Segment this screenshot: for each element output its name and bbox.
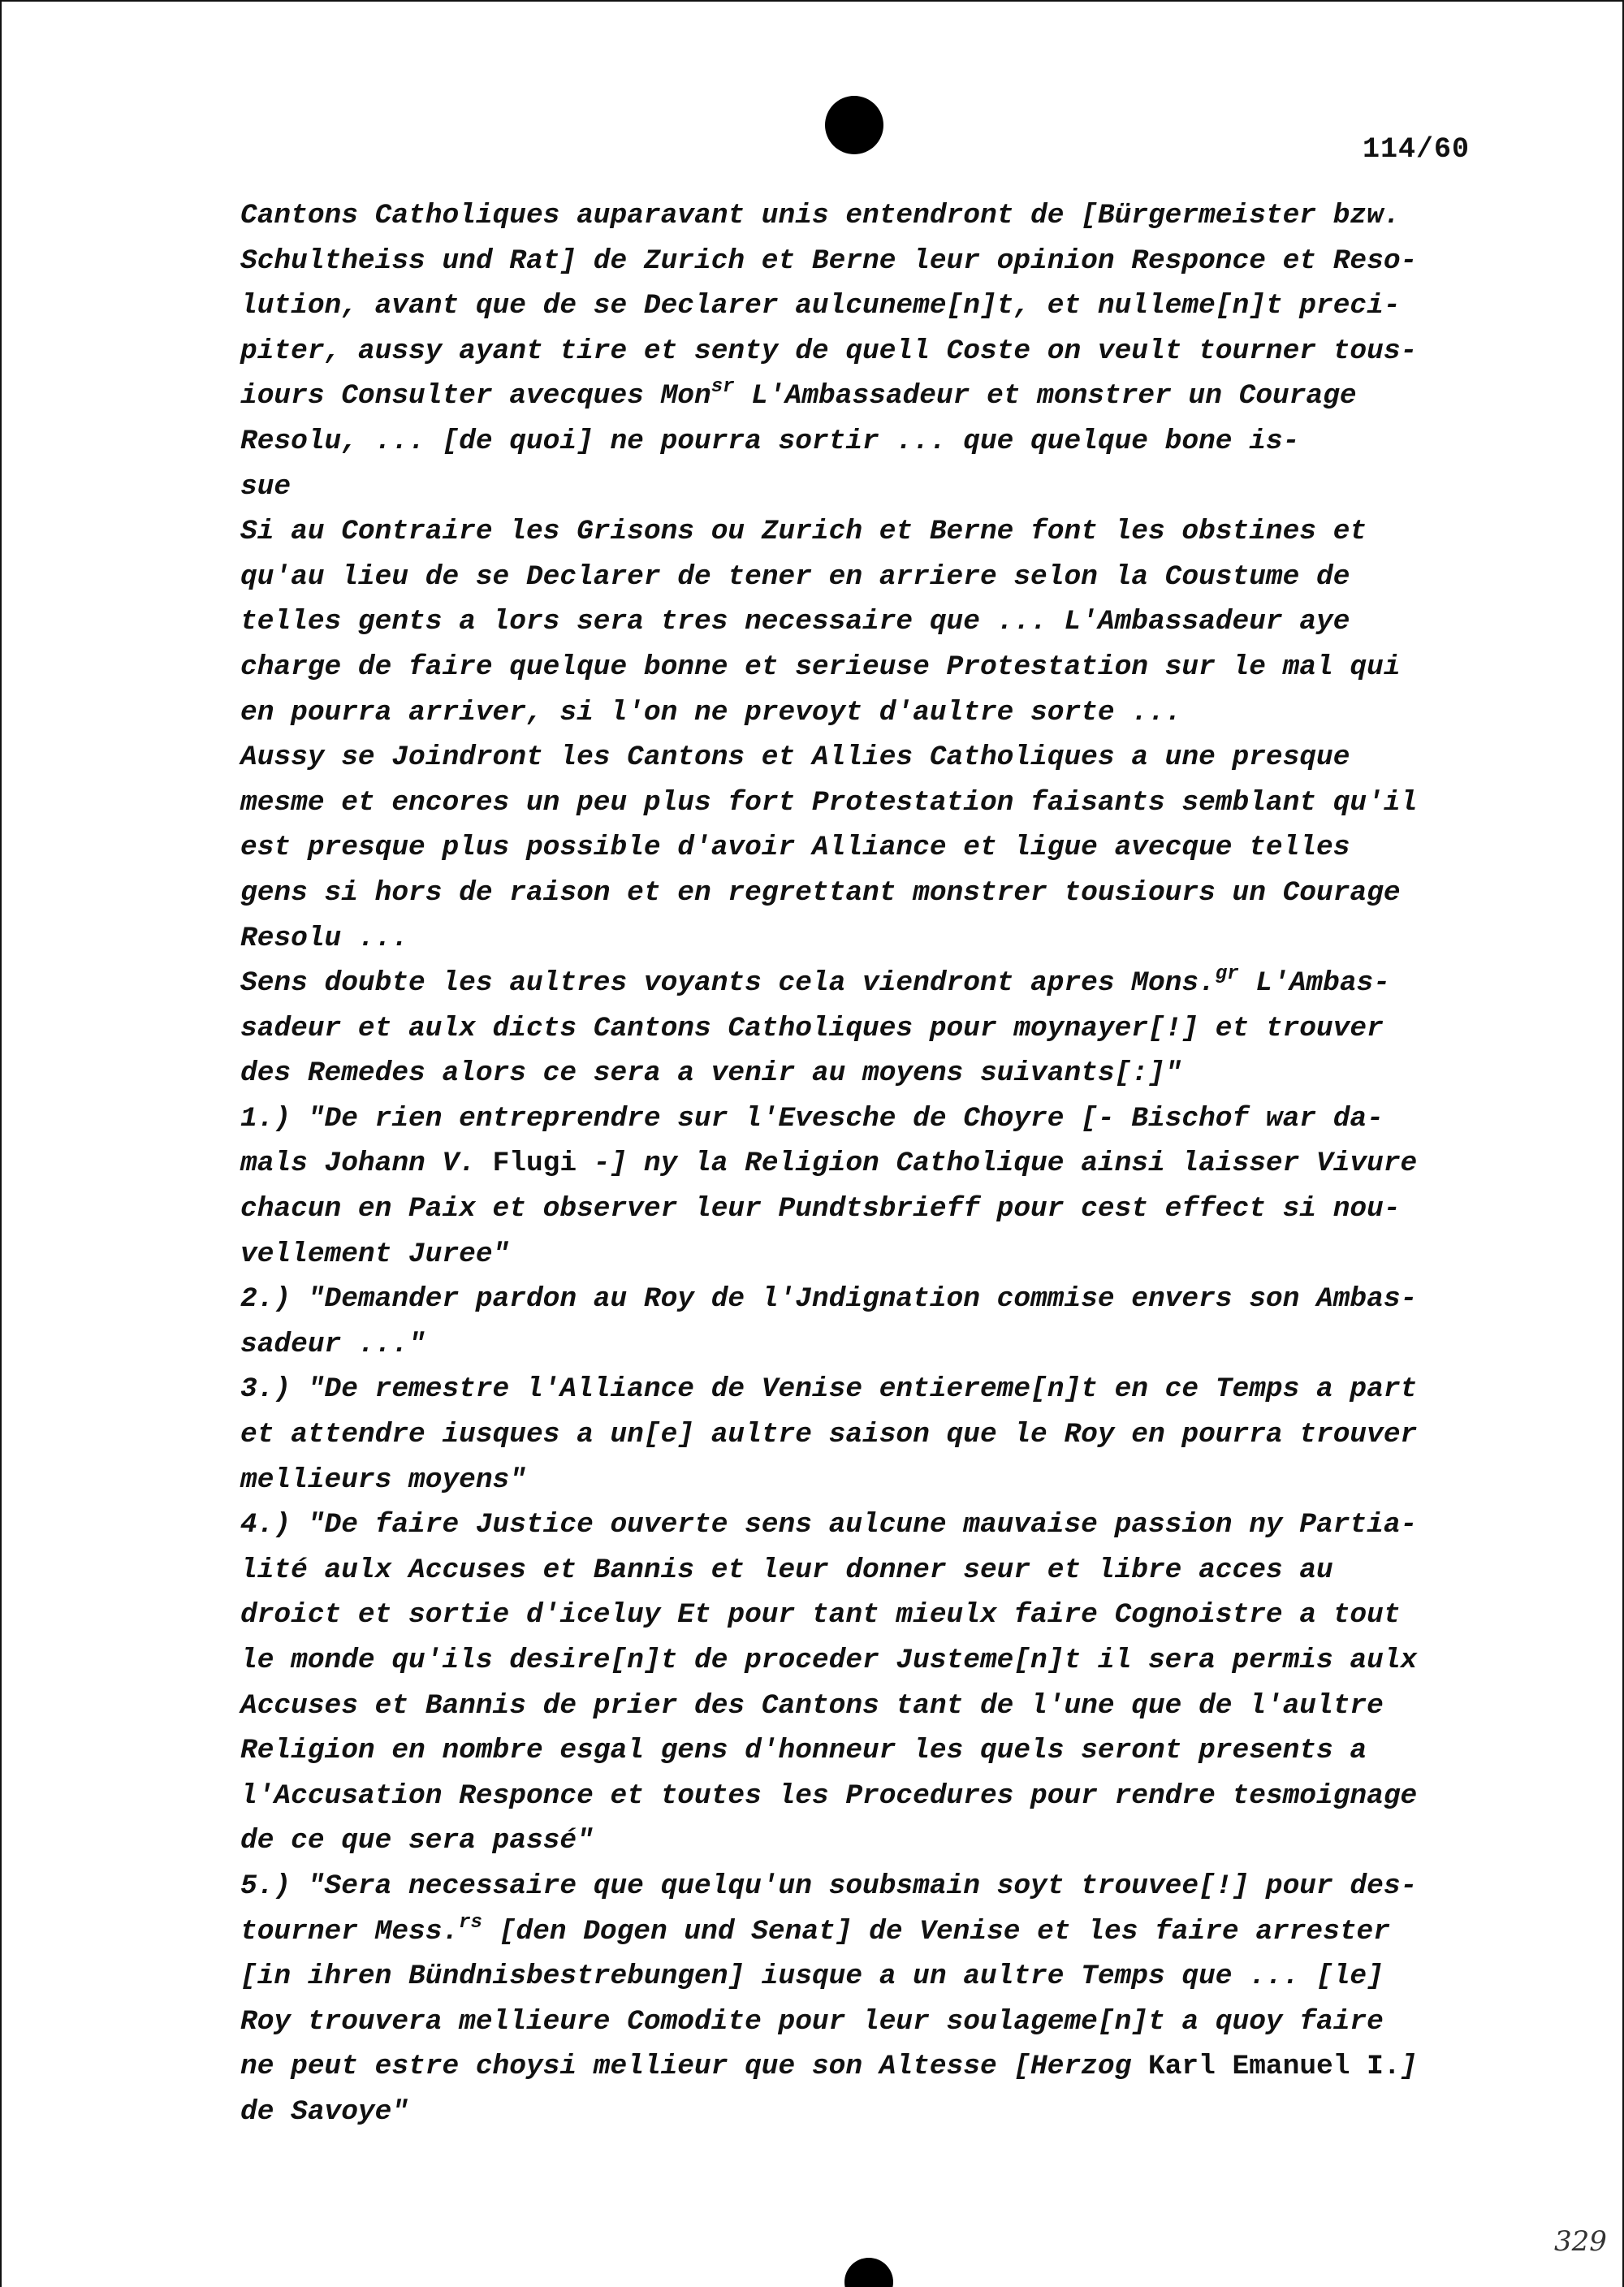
text-segment: Resolu ... <box>240 922 409 954</box>
text-line <box>240 599 1491 645</box>
text-segment: sadeur et aulx dicts Cantons Catholiques pour moynayer[!] et trouver <box>240 1012 1384 1044</box>
text-segment: 5.) "Sera necessaire que quelqu'un soubsmain soyt trouvee[!] pour des- <box>240 1870 1418 1902</box>
text-segment: mesme et encores un peu plus fort Protestation faisants semblant qu'il <box>240 786 1418 819</box>
text-line <box>240 1006 1491 1052</box>
text-segment: gens si hors de raison et en regrettant monstrer tousiours un Courage <box>240 876 1401 909</box>
text-line <box>240 2044 1491 2090</box>
text-segment: de ce que sera passé" <box>240 1825 594 1857</box>
text-segment: vellement Juree" <box>240 1238 510 1270</box>
text-line <box>240 555 1491 600</box>
text-segment: sue <box>240 470 292 503</box>
text-line <box>240 1277 1491 1322</box>
text-segment: 2.) "Demander pardon au Roy de l'Jndignation commise envers son Ambas- <box>240 1283 1418 1316</box>
text-line <box>240 1818 1491 1864</box>
text-segment: mellieurs moyens" <box>240 1463 526 1496</box>
text-segment: -] ny la Religion Catholique ainsi laisser Vivure <box>577 1148 1418 1180</box>
text-segment: Sens doubte les aultres voyants cela viendront apres Mons. <box>240 967 1216 1000</box>
text-segment: Roy trouvera mellieure Comodite pour leur soulageme[n]t a quoy faire <box>240 2005 1384 2038</box>
text-segment: [in ihren Bündnisbestrebungen] iusque a un aultre Temps que ... [le] <box>240 1961 1384 1993</box>
text-segment: iours Consulter avecques Mon <box>240 380 711 413</box>
text-segment: 4.) "De faire Justice ouverte sens aulcune mauvaise passion ny Partia- <box>240 1509 1418 1541</box>
text-line <box>240 509 1491 555</box>
superscript-abbreviation: gr <box>1215 963 1239 986</box>
text-segment: ] <box>1400 2051 1418 2083</box>
punch-hole-top <box>825 96 883 154</box>
text-segment: mals Johann V. <box>240 1148 493 1180</box>
text-line <box>240 735 1491 780</box>
text-segment: de Savoye" <box>240 2095 409 2128</box>
text-segment: charge de faire quelque bonne et serieuse Protestation sur le mal qui <box>240 651 1401 683</box>
text-segment: ne peut estre choysi mellieur que son Altesse [Herzog <box>240 2051 1148 2083</box>
text-line <box>240 916 1491 962</box>
text-line <box>240 1548 1491 1593</box>
text-segment: L'Ambassadeur et monstrer un Courage <box>734 380 1357 413</box>
punch-hole-bottom <box>844 2258 893 2287</box>
text-line <box>240 1141 1491 1187</box>
document-body <box>240 193 1491 2135</box>
text-line <box>240 193 1491 239</box>
text-segment: Cantons Catholiques auparavant unis entendront de [Bürgermeister bzw. <box>240 200 1401 231</box>
text-line <box>240 1638 1491 1684</box>
text-segment: qu'au lieu de se Declarer de tener en arriere selon la Coustume de <box>240 560 1350 593</box>
page-number: 114/60 <box>1363 133 1471 166</box>
text-segment: et attendre iusques a un[e] aultre saison que le Roy en pourra trouver <box>240 1419 1418 1451</box>
text-line <box>240 1187 1491 1232</box>
text-segment: Resolu, ... [de quoi] ne pourra sortir ... que quelque bone is- <box>240 425 1300 457</box>
text-line <box>240 1096 1491 1142</box>
text-line <box>240 1728 1491 1774</box>
text-line <box>240 1232 1491 1278</box>
superscript-abbreviation: sr <box>710 376 735 399</box>
text-segment: lité aulx Accuses et Bannis et leur donner seur et libre acces au <box>240 1554 1333 1586</box>
bold-name: Karl Emanuel I. <box>1147 2051 1401 2083</box>
bold-name: Flugi <box>492 1148 577 1180</box>
text-segment: en pourra arriver, si l'on ne prevoyt d'aultre sorte ... <box>240 696 1182 728</box>
text-line <box>240 645 1491 690</box>
text-line <box>240 2090 1491 2135</box>
text-segment: Aussy se Joindront les Cantons et Allies Catholiques a une presque <box>240 741 1350 774</box>
text-line <box>240 1864 1491 1909</box>
text-line <box>240 329 1491 374</box>
text-line <box>240 1367 1491 1412</box>
text-segment: tourner Mess. <box>240 1915 460 1948</box>
text-segment: Si au Contraire les Grisons ou Zurich et Berne font les obstines et <box>240 516 1367 548</box>
text-segment: Religion en nombre esgal gens d'honneur les quels seront presents a <box>240 1735 1367 1767</box>
text-line <box>240 690 1491 736</box>
text-segment: est presque plus possible d'avoir Alliance et ligue avecque telles <box>240 832 1350 864</box>
text-segment: piter, aussy ayant tire et senty de quell Coste on veult tourner tous- <box>240 335 1418 367</box>
text-segment: Accuses et Bannis de prier des Cantons tant de l'une que de l'aultre <box>240 1689 1384 1722</box>
text-line <box>240 871 1491 916</box>
text-line <box>240 1593 1491 1638</box>
text-line <box>240 1684 1491 1729</box>
text-line <box>240 1774 1491 1819</box>
text-segment: Schultheiss und Rat] de Zurich et Berne leur opinion Responce et Reso- <box>240 244 1418 277</box>
text-segment: telles gents a lors sera tres necessaire que ... L'Ambassadeur aye <box>240 606 1350 638</box>
text-segment: L'Ambas- <box>1238 967 1390 1000</box>
text-segment: 3.) "De remestre l'Alliance de Venise entiereme[n]t en ce Temps a part <box>240 1373 1418 1406</box>
text-line <box>240 961 1491 1006</box>
text-segment: droict et sortie d'iceluy Et pour tant mieulx faire Cognoistre a tout <box>240 1599 1401 1632</box>
text-line <box>240 419 1491 465</box>
text-segment: 1.) "De rien entreprendre sur l'Evesche de Choyre [- Bischof war da- <box>240 1102 1384 1135</box>
text-line <box>240 1051 1491 1096</box>
text-segment: sadeur ..." <box>240 1328 425 1360</box>
text-line <box>240 1322 1491 1368</box>
superscript-abbreviation: rs <box>459 1911 482 1934</box>
archive-folio-mark: 329 <box>1554 2225 1607 2258</box>
text-line <box>240 1458 1491 1503</box>
text-line <box>240 2000 1491 2045</box>
text-line <box>240 1909 1491 1955</box>
text-line <box>240 780 1491 826</box>
text-segment: lution, avant que de se Declarer aulcuneme[n]t, et nulleme[n]t preci- <box>240 290 1401 322</box>
text-line <box>240 1412 1491 1458</box>
text-line <box>240 465 1491 510</box>
text-line <box>240 1954 1491 2000</box>
text-line <box>240 283 1491 329</box>
text-segment: le monde qu'ils desire[n]t de proceder Justeme[n]t il sera permis aulx <box>240 1645 1418 1676</box>
text-segment: l'Accusation Responce et toutes les Procedures pour rendre tesmoignage <box>240 1779 1418 1812</box>
text-line <box>240 374 1491 419</box>
text-line <box>240 825 1491 871</box>
text-segment: [den Dogen und Senat] de Venise et les faire arrester <box>482 1915 1390 1948</box>
text-segment: des Remedes alors ce sera a venir au moyens suivants[:]" <box>240 1057 1182 1090</box>
text-line <box>240 239 1491 284</box>
text-line <box>240 1502 1491 1548</box>
text-segment: chacun en Paix et observer leur Pundtsbrieff pour cest effect si nou- <box>240 1193 1401 1226</box>
